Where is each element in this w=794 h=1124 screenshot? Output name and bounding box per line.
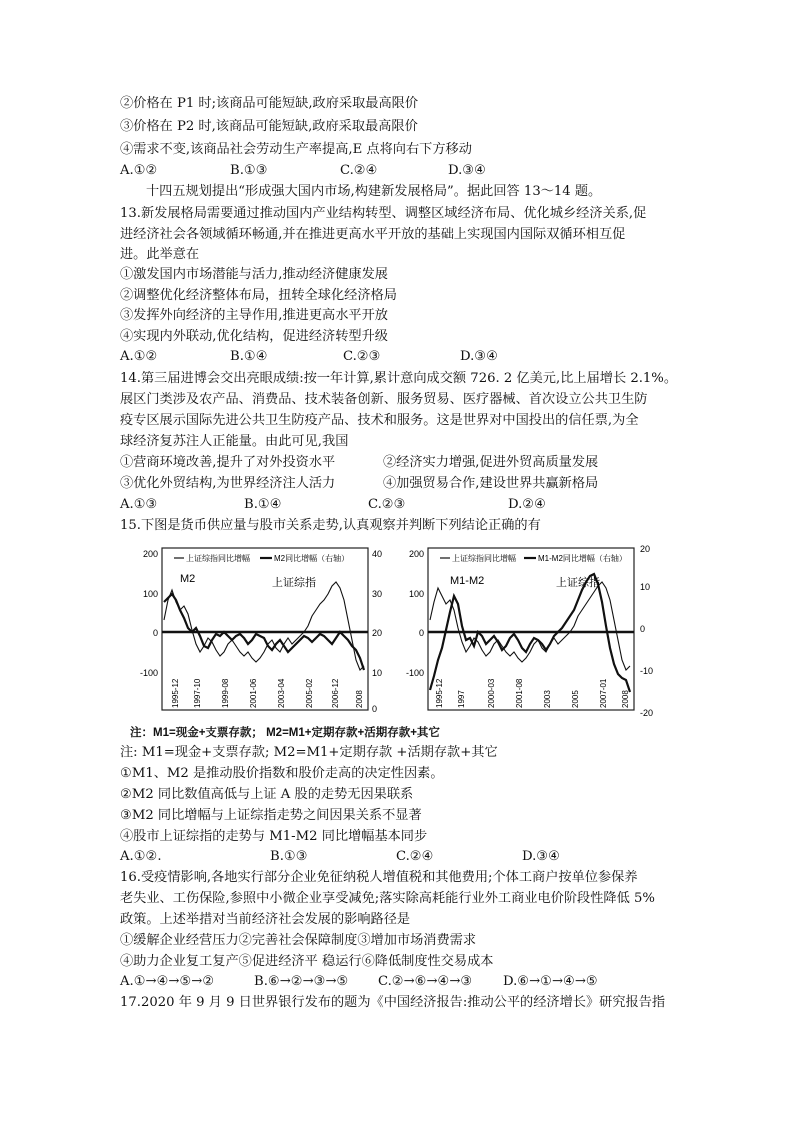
y-left-tick-200: 200 — [142, 549, 158, 559]
y-right-tick-20: 20 — [640, 544, 651, 554]
q16-option-c: C.②→⑥→④→③ — [378, 974, 473, 989]
series-index — [164, 582, 364, 670]
x-tick-8: 2008 — [355, 690, 364, 708]
q15-stem: 15.下图是货币供应量与股市关系走势,认真观察并判断下列结论正确的有 — [120, 518, 541, 533]
q14-option-c: C.②③ — [368, 497, 406, 512]
y-right-tick-10: 10 — [372, 668, 383, 678]
y-left-tick-neg100: -100 — [405, 668, 424, 678]
y-left-tick-neg100: -100 — [139, 668, 158, 678]
y-right-tick-0: 0 — [640, 624, 646, 634]
q13-statement-2: ②调整优化经济整体布局，扭转全球化经济格局 — [120, 288, 397, 303]
q13-statement-3: ③发挥外向经济的主导作用,推进更高水平开放 — [120, 308, 388, 323]
y-left-tick-200: 200 — [408, 549, 424, 559]
x-tick-6: 2005 — [571, 690, 580, 708]
q16-statement-2: ④助力企业复工复产⑤促进经济平 稳运行⑥降低制度性交易成本 — [120, 954, 494, 969]
y-right-tick-20: 20 — [372, 628, 383, 638]
y-right-tick-40: 40 — [372, 549, 383, 559]
legend-m2: M2同比增幅（右轴） — [274, 554, 350, 563]
y-right-tick-0: 0 — [372, 704, 378, 714]
q15-option-c: C.②④ — [396, 849, 434, 864]
q13-stem-line-3: 进。此举意在 — [120, 247, 200, 262]
q14-option-d: D.②④ — [508, 497, 546, 512]
x-tick-7: 2006-12 — [331, 678, 340, 708]
q13-option-a: A.①② — [120, 349, 158, 364]
q13-statement-4: ④实现内外联动,优化结构，促进经济转型升级 — [120, 329, 388, 344]
q16-option-b: B.⑥→②→③→⑤ — [254, 974, 349, 989]
q14-option-a: A.①③ — [120, 497, 158, 512]
q15-statement-1: ①M1、M2 是推动股价指数和股价走高的决定性因素。 — [120, 766, 444, 781]
x-tick-2: 1997-10 — [193, 678, 202, 708]
x-tick-1: 1995-12 — [171, 678, 180, 708]
q14-stem-line-3: 疫专区展示国际先进公共卫生防疫产品、技术和服务。这是世界对中国投出的信任票,为全 — [120, 413, 639, 428]
chart-note: 注：M1=现金+支票存款； M2=M1+定期存款+活期存款+其它 — [130, 727, 440, 739]
x-tick-4: 2001-06 — [249, 678, 258, 708]
q16-stem-line-3: 政策。上述举措对当前经济社会发展的影响路径是 — [120, 912, 411, 927]
q15-statement-2: ②M2 同比数值高低与上证 A 股的走势无因果联系 — [120, 787, 414, 802]
q12-option-a: A.①② — [120, 163, 158, 178]
annotation-index: 上证综指 — [272, 577, 316, 589]
q12-statement-3: ③价格在 P2 时,该商品可能短缺,政府采取最高限价 — [120, 119, 418, 134]
annotation-m2: M2 — [180, 573, 196, 585]
q15-statement-3: ③M2 同比增幅与上证综指走势之间因果关系不显著 — [120, 808, 422, 823]
q13-statement-1: ①激发国内市场潜能与活力,推动经济健康发展 — [120, 267, 388, 282]
legend-m1m2: M1-M2同比增幅（右轴） — [538, 554, 627, 563]
annotation-index: 上证综指 — [556, 577, 600, 589]
y-right-tick-10: 10 — [640, 582, 651, 592]
y-left-tick-100: 100 — [408, 589, 424, 599]
q13-stem-line-2: 进经济社会各领域循环畅通,并在推进更高水平开放的基础上实现国内国际双循环相互促 — [120, 227, 626, 242]
y-right-tick-30: 30 — [372, 589, 383, 599]
q12-option-b: B.①③ — [230, 163, 268, 178]
y-right-tick-neg10: -10 — [640, 666, 654, 676]
q14-statement-3: ③优化外贸结构,为世界经济注人活力 — [120, 476, 336, 491]
q14-statement-1: ①营商环境改善,提升了对外投资水平 — [120, 455, 336, 470]
x-tick-7: 2007-01 — [599, 678, 608, 708]
q15-option-a: A.①②. — [120, 849, 162, 864]
y-right-tick-neg20: -20 — [640, 708, 654, 718]
x-tick-5: 2003-04 — [277, 678, 286, 708]
x-tick-3: 2000-03 — [487, 678, 496, 708]
y-left-tick-0: 0 — [152, 628, 158, 638]
legend-index: 上证综指同比增幅 — [186, 554, 250, 563]
x-tick-3: 1999-08 — [221, 678, 230, 708]
q17-stem-line-1: 17.2020 年 9 月 9 日世界银行发布的题为《中国经济报告:推动公平的经济增长》研究报告指 — [120, 995, 666, 1010]
y-left-tick-0: 0 — [418, 628, 424, 638]
x-tick-8: 2008 — [621, 690, 630, 708]
y-left-tick-100: 100 — [142, 589, 158, 599]
x-tick-4: 2001-08 — [515, 678, 524, 708]
chart-m2-vs-index — [122, 540, 392, 725]
q16-statement-1: ①缓解企业经营压力②完善社会保障制度③增加市场消费需求 — [120, 933, 477, 948]
q14-stem-line-1: 14.第三届进博会交出亮眼成绩:按一年计算,累计意向成交额 726. 2 亿美元,比上届增长 2.1%。 — [120, 371, 678, 386]
q15-option-b: B.①③ — [270, 849, 308, 864]
q14-statement-4: ④加强贸易合作,建设世界共赢新格局 — [383, 476, 599, 491]
chart-m1m2-vs-index — [400, 540, 670, 725]
annotation-m1m2: M1-M2 — [450, 575, 485, 587]
x-tick-1: 1995-12 — [435, 678, 444, 708]
q12-statement-4: ④需求不变,该商品社会劳动生产率提高,E 点将向右下方移动 — [120, 142, 472, 157]
x-tick-6: 2005-02 — [305, 678, 314, 708]
q14-stem-line-2: 展区门类涉及农产品、消费品、技术装备创新、服务贸易、医疗器械、首次设立公共卫生防 — [120, 392, 648, 407]
q12-option-d: D.③④ — [448, 163, 486, 178]
q14-statement-2: ②经济实力增强,促进外贸高质量发展 — [383, 455, 599, 470]
q15-note: 注: M1=现金+支票存款; M2=M1+定期存款 +活期存款+其它 — [120, 745, 498, 760]
q16-option-a: A.①→④→⑤→② — [120, 974, 215, 989]
q16-stem-line-1: 16.受疫情影响,各地实行部分企业免征纳税人增值税和其他费用;个体工商户按单位参保养 — [120, 870, 638, 885]
q14-stem-line-4: 球经济复苏注人正能量。由此可见,我国 — [120, 434, 349, 449]
q16-stem-line-2: 老失业、工伤保险,参照中小微企业享受减免;落实除高耗能行业外工商业电价阶段性降低 5% — [120, 891, 655, 906]
q14-option-b: B.①④ — [244, 497, 282, 512]
q12-option-c: C.②④ — [340, 163, 378, 178]
q16-option-d: D.⑥→①→④→⑤ — [503, 974, 598, 989]
x-tick-2: 1997 — [457, 690, 466, 708]
x-tick-5: 2003 — [543, 690, 552, 708]
section-intro: 十四五规划提出“形成强大国内市场,构建新发展格局”。据此回答 13～14 题。 — [146, 184, 602, 199]
q13-option-c: C.②③ — [343, 349, 381, 364]
q13-stem-line-1: 13.新发展格局需要通过推动国内产业结构转型、调整区域经济布局、优化城乡经济关系,促 — [120, 206, 647, 221]
q13-option-b: B.①④ — [230, 349, 268, 364]
q15-statement-4: ④股市上证综指的走势与 M1-M2 同比增幅基本同步 — [120, 829, 428, 844]
q13-option-d: D.③④ — [460, 349, 498, 364]
q15-option-d: D.③④ — [522, 849, 560, 864]
q12-statement-2: ②价格在 P1 时;该商品可能短缺,政府采取最高限价 — [120, 96, 419, 111]
legend-index: 上证综指同比增幅 — [452, 554, 516, 563]
